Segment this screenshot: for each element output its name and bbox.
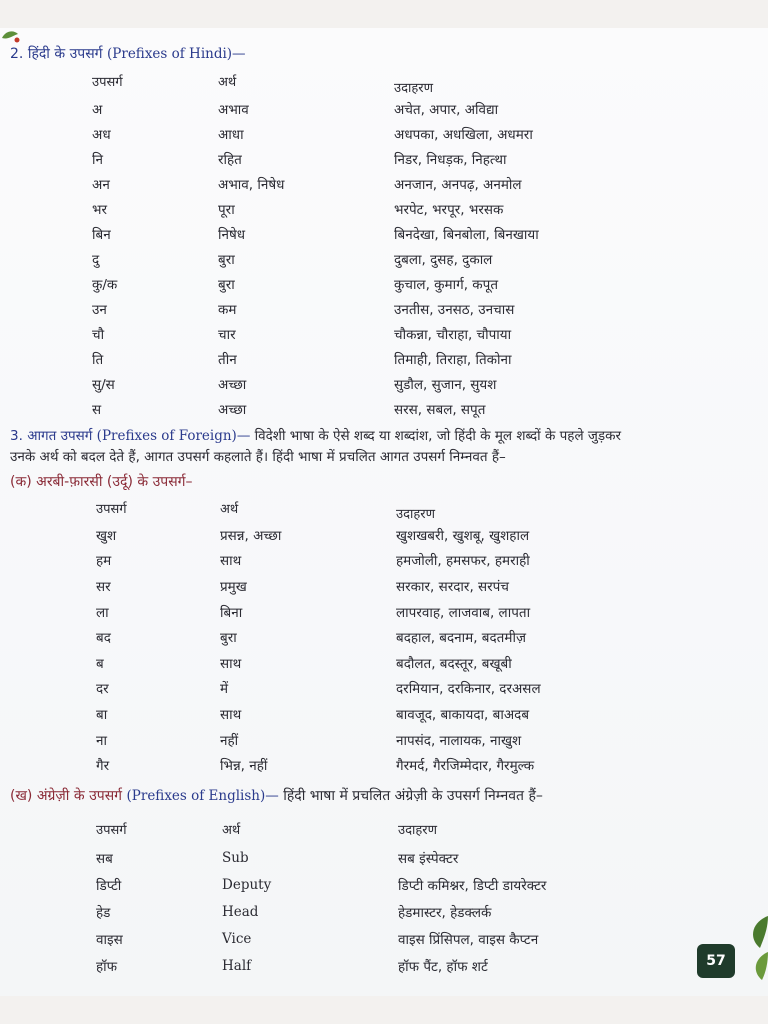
page-bottom-margin — [0, 996, 768, 1024]
prefix-cell: खुश — [96, 527, 117, 544]
table-header-row — [96, 494, 636, 522]
page-number-badge — [697, 944, 735, 978]
prefix-cell: दर — [96, 681, 109, 698]
example-cell: भरपेट, भरपूर, भरसक — [394, 201, 504, 218]
example-cell: बावजूद, बाकायदा, बाअदब — [396, 706, 530, 723]
subsection-title-english: (Prefixes of English)— — [126, 788, 279, 804]
meaning-cell: नहीं — [220, 732, 239, 749]
meaning-cell: बुरा — [218, 276, 235, 293]
example-cell: अनजान, अनपढ़, अनमोल — [394, 176, 522, 193]
prefix-cell: स — [92, 401, 102, 418]
page-number: 57 — [706, 953, 726, 969]
table-row — [96, 925, 648, 952]
section-2-heading — [10, 44, 246, 63]
table-row — [92, 196, 634, 221]
section-number: 3. — [10, 428, 23, 444]
table-row — [96, 898, 648, 925]
meaning-cell: साथ — [220, 553, 242, 570]
prefix-cell: हेड — [96, 904, 111, 921]
header-meaning: अर्थ — [222, 823, 241, 838]
meaning-cell: साथ — [220, 706, 242, 723]
meaning-cell: निषेध — [218, 226, 246, 243]
prefix-cell: हम — [96, 553, 112, 570]
prefix-cell: सु/स — [92, 376, 115, 393]
meaning-cell: भिन्न, नहीं — [220, 758, 268, 775]
header-prefix: उपसर्ग — [92, 75, 123, 90]
meaning-cell: रहित — [218, 151, 242, 168]
subsection-a-heading — [10, 472, 193, 491]
example-cell: गैरमर्द, गैरजिम्मेदार, गैरमुल्क — [396, 758, 535, 775]
table-row — [92, 296, 634, 321]
table-row — [92, 396, 634, 421]
arabic-persian-prefix-table — [96, 494, 636, 778]
table-row — [96, 952, 648, 979]
prefix-cell: अध — [92, 126, 111, 143]
section-title-english: (Prefixes of Foreign)— — [96, 428, 251, 444]
prefix-cell: बा — [96, 706, 108, 723]
table-row — [92, 321, 634, 346]
table-row — [96, 727, 636, 753]
subsection-title: (क) अरबी-फ़ारसी (उर्दू) के उपसर्ग– — [10, 474, 193, 490]
example-cell: खुशखबरी, खुशबू, खुशहाल — [396, 527, 530, 544]
example-cell: निडर, निधड़क, निहत्था — [394, 151, 507, 168]
example-cell: बदौलत, बदस्तूर, बखूबी — [396, 655, 512, 672]
table-row — [92, 121, 634, 146]
section-title: आगत उपसर्ग — [27, 428, 93, 444]
header-example: उदाहरण — [396, 507, 436, 522]
meaning-cell: कम — [218, 301, 237, 318]
subsection-title: (ख) अंग्रेज़ी के उपसर्ग — [10, 788, 123, 804]
meaning-cell: चार — [218, 326, 236, 343]
header-meaning: अर्थ — [218, 75, 237, 90]
leaf-decoration-icon — [738, 912, 768, 982]
table-header-row — [96, 814, 648, 844]
prefix-cell: बिन — [92, 226, 111, 243]
table-header-row — [92, 66, 634, 96]
section-3-intro — [10, 426, 710, 468]
prefix-cell: ति — [92, 351, 104, 368]
prefix-cell: हॉफ — [96, 958, 118, 975]
meaning-cell: Deputy — [222, 876, 272, 893]
example-cell: अचेत, अपार, अविद्या — [394, 101, 499, 118]
header-prefix: उपसर्ग — [96, 502, 127, 517]
example-cell: तिमाही, तिराहा, तिकोना — [394, 351, 512, 368]
meaning-cell: प्रसन्न, अच्छा — [220, 527, 282, 544]
prefix-cell: सब — [96, 850, 113, 867]
header-prefix: उपसर्ग — [96, 823, 127, 838]
meaning-cell: Sub — [222, 849, 249, 866]
meaning-cell: अच्छा — [218, 401, 247, 418]
example-cell: उनतीस, उनसठ, उनचास — [394, 301, 515, 318]
english-prefix-table — [96, 814, 648, 979]
table-row — [92, 371, 634, 396]
meaning-cell: तीन — [218, 351, 237, 368]
meaning-cell: प्रमुख — [220, 578, 247, 595]
example-cell: सब इंस्पेक्टर — [398, 850, 459, 867]
prefix-cell: वाइस — [96, 931, 123, 948]
subsection-b-heading — [10, 786, 543, 805]
meaning-cell: Head — [222, 903, 259, 920]
example-cell: दुबला, दुसह, दुकाल — [394, 251, 493, 268]
prefix-cell: गैर — [96, 758, 110, 775]
table-row — [92, 221, 634, 246]
table-row — [92, 96, 634, 121]
table-row — [96, 599, 636, 625]
example-cell: हमजोली, हमसफर, हमराही — [396, 553, 530, 570]
intro-text-line-1: विदेशी भाषा के ऐसे शब्द या शब्दांश, जो हिंदी के मूल शब्दों के पहले जुड़कर — [254, 428, 622, 444]
meaning-cell: बुरा — [218, 251, 235, 268]
example-cell: बदहाल, बदनाम, बदतमीज़ — [396, 630, 526, 647]
example-cell: लापरवाह, लाजवाब, लापता — [396, 604, 531, 621]
meaning-cell: पूरा — [218, 201, 235, 218]
prefix-cell: ला — [96, 604, 109, 621]
section-number: 2. — [10, 46, 24, 62]
prefix-cell: अन — [92, 176, 110, 193]
table-row — [96, 844, 648, 871]
intro-text-line-2: उनके अर्थ को बदल देते हैं, आगत उपसर्ग कहलाते हैं। हिंदी भाषा में प्रचलित आगत उपसर्ग निम्नवत हैं– — [10, 449, 506, 465]
meaning-cell: बिना — [220, 604, 243, 621]
table-row — [96, 573, 636, 599]
table-row — [96, 701, 636, 727]
example-cell: डिप्टी कमिश्नर, डिप्टी डायरेक्टर — [398, 877, 547, 894]
hindi-prefix-table — [92, 66, 634, 421]
prefix-cell: दु — [92, 251, 100, 268]
table-row — [92, 346, 634, 371]
table-row — [96, 676, 636, 702]
example-cell: दरमियान, दरकिनार, दरअसल — [396, 681, 541, 698]
meaning-cell: में — [220, 681, 229, 698]
table-row — [96, 650, 636, 676]
example-cell: सुडौल, सुजान, सुयश — [394, 376, 497, 393]
table-row — [92, 146, 634, 171]
example-cell: कुचाल, कुमार्ग, कपूत — [394, 276, 499, 293]
header-meaning: अर्थ — [220, 502, 239, 517]
example-cell: वाइस प्रिंसिपल, वाइस कैप्टन — [398, 931, 539, 948]
example-cell: अधपका, अधखिला, अधमरा — [394, 126, 533, 143]
prefix-cell: भर — [92, 201, 108, 218]
table-row — [92, 171, 634, 196]
meaning-cell: आधा — [218, 126, 244, 143]
prefix-cell: ब — [96, 655, 104, 672]
prefix-cell: चौ — [92, 326, 105, 343]
table-row — [96, 752, 636, 778]
section-title-english: (Prefixes of Hindi)— — [107, 46, 246, 62]
meaning-cell: अभाव — [218, 101, 249, 118]
prefix-cell: अ — [92, 101, 103, 118]
table-row — [96, 548, 636, 574]
prefix-cell: नि — [92, 151, 103, 168]
meaning-cell: Vice — [222, 930, 252, 947]
prefix-cell: डिप्टी — [96, 877, 122, 894]
section-title: हिंदी के उपसर्ग — [27, 46, 103, 62]
table-row — [92, 271, 634, 296]
table-row — [96, 871, 648, 898]
meaning-cell: साथ — [220, 655, 242, 672]
example-cell: बिनदेखा, बिनबोला, बिनखाया — [394, 226, 539, 243]
example-cell: हॉफ पैंट, हॉफ शर्ट — [398, 958, 488, 975]
prefix-cell: कु/क — [92, 276, 118, 293]
meaning-cell: Half — [222, 957, 252, 974]
example-cell: सरकार, सरदार, सरपंच — [396, 578, 509, 595]
prefix-cell: बद — [96, 630, 111, 647]
table-row — [92, 246, 634, 271]
table-row — [96, 624, 636, 650]
prefix-cell: उन — [92, 301, 107, 318]
prefix-cell: ना — [96, 732, 107, 749]
subsection-intro-text: हिंदी भाषा में प्रचलित अंग्रेज़ी के उपसर्ग निम्नवत हैं– — [283, 788, 543, 804]
example-cell: सरस, सबल, सपूत — [394, 401, 486, 418]
header-example: उदाहरण — [394, 81, 434, 96]
header-example: उदाहरण — [398, 823, 438, 838]
meaning-cell: अच्छा — [218, 376, 247, 393]
meaning-cell: अभाव, निषेध — [218, 176, 285, 193]
example-cell: नापसंद, नालायक, नाखुश — [396, 732, 522, 749]
example-cell: चौकन्ना, चौराहा, चौपाया — [394, 326, 512, 343]
table-row — [96, 522, 636, 548]
prefix-cell: सर — [96, 578, 111, 595]
meaning-cell: बुरा — [220, 630, 237, 647]
example-cell: हेडमास्टर, हेडक्लर्क — [398, 904, 492, 921]
